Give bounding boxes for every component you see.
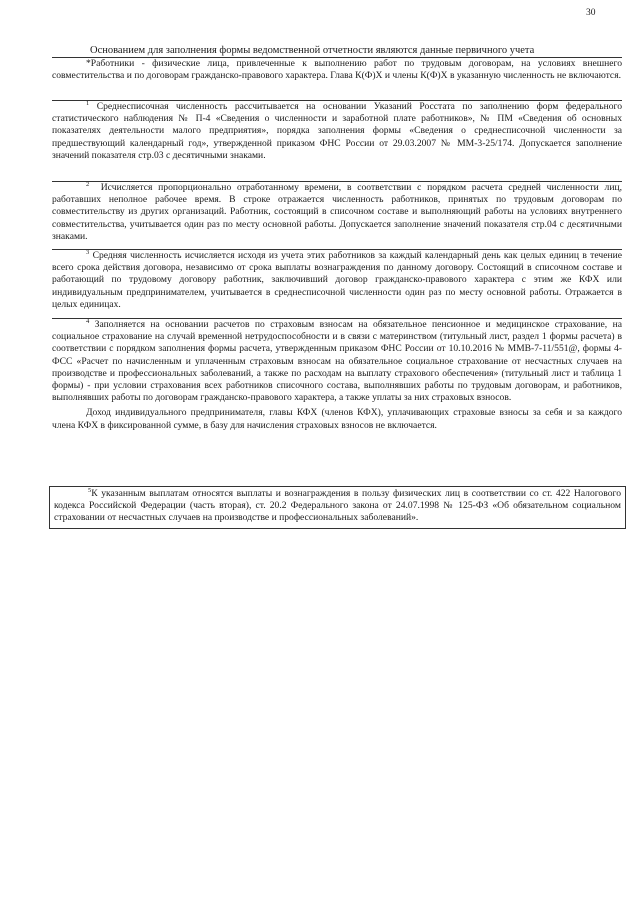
footnote-text: Среднесписочная численность рассчитывается на основании Указаний Росстата по заполнению форм федерального статистического наблюдения № П-4 «Сведения о численности и заработной плате работников», № ПМ «Сведения об основных показателях деятельности малого предприятия», порядка заполнения формы «Сведения о среднесписочной численности за предшествующий календарный год», утвержденной приказом ФНС России от 29.03.2007 № ММ-3-25/174. Допускается заполнение значений показателя стр.03 с десятичными знаками.	[52, 101, 622, 161]
footnote-4	[52, 318, 622, 432]
footnote-marker: 5	[88, 487, 92, 494]
footnote-2	[52, 181, 622, 243]
footnote-1	[52, 100, 622, 162]
page-number: 30	[586, 8, 596, 18]
footnote-marker: 4	[86, 318, 90, 325]
footnote-marker: 1	[86, 100, 90, 107]
footnote-text: К указанным выплатам относятся выплаты и вознаграждения в пользу физических лиц в соответствии со ст. 422 Налогового кодекса Российской Федерации (часть вторая), ст. 20.2 Федерального закона от 24.07.1998 № 125-ФЗ «Об обязательном социальном страховании от несчастных случаев на производстве и профессиональных заболеваний».	[54, 488, 621, 524]
footnote-text: Заполняется на основании расчетов по страховым взносам на обязательное пенсионное и медицинское страхование, на социальное страхование на случай временной нетрудоспособности и в связи с материнством (титульный лист, раздел 1 формы расчета) в соответствии с порядком заполнения формы расчета, утвержденным приказом ФНС России от 10.10.2016 № ММВ-7-11/551@, формы 4-ФСС «Расчет по начисленным и уплаченным страховым взносам на обязательное социальное страхование от несчастных случаев на производстве и профессиональных заболеваний, а также по расходам на выплату страхового обеспечения» (титульный лист и таблица 1 формы) - при условии страхования всех работников списочного состава, выполнявших работы по трудовым договорам, и работников, выполнявших работы по договорам гражданско-правового характера, а также уплаты за них страховых взносов.	[52, 319, 622, 404]
intro-line: Основанием для заполнения формы ведомственной отчетности являются данные первичного учета	[90, 45, 535, 56]
footnote-text-continuation: Доход индивидуального предпринимателя, главы КФХ (членов КФХ), уплачивающих страховые взносы за себя и за каждого члена КФХ в фиксированной сумме, в базу для начисления страховых взносов не включается.	[52, 407, 622, 431]
footnote-marker: 2	[86, 181, 90, 188]
footnote-workers	[52, 57, 622, 82]
footnote-marker: 3	[86, 249, 90, 256]
footnote-3	[52, 249, 622, 311]
footnote-text: Работники - физические лица, привлеченные к выполнению работ по трудовым договорам, на условиях внешнего совместительства и по договорам гражданско-правового характера. Глава К(Ф)Х и члены К(Ф)Х в указанную численность не включаются.	[52, 58, 622, 82]
footnote-text: Исчисляется пропорционально отработанному времени, в соответствии с порядком расчета средней численности лиц, работавших неполное рабочее время. В строке отражается численность работников, принятых по трудовым договорам по совместительству из других организаций. Работник, состоящий в списочном составе и выполняющий работы на условиях внутреннего совместительства, учитывается один раз по месту основной работы. Допускается заполнение значений показателя стр.04 с десятичными знаками.	[52, 182, 623, 242]
footnote-marker: *	[86, 58, 91, 69]
footnote-5	[49, 486, 626, 529]
footnote-text: Средняя численность исчисляется исходя из учета этих работников за каждый календарный день как целых единиц в течение всего срока действия договора, независимо от срока выплаты вознаграждения по данному договору. Состоящий в списочном составе и работающий по трудовому договору работник, заключивший договор гражданско-правового характера с этим же КФХ или индивидуальным предпринимателем, учитывается в среднесписочной численности один раз по месту основной работы. Отражается в целых единицах.	[52, 250, 622, 310]
